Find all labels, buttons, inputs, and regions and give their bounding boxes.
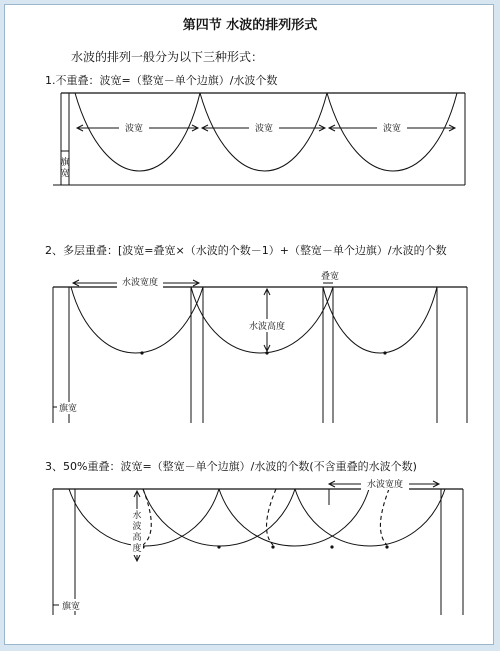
swag-low-point <box>383 351 386 354</box>
wave-width-label: 水波宽度 <box>366 480 404 490</box>
swag-solid-1 <box>69 489 219 546</box>
heading-no-overlap: 1.不重叠：波宽=（整宽－单个边旗）/水波个数 <box>45 74 278 87</box>
flag-width-label: 旗宽 <box>61 602 81 612</box>
wave-width-marker <box>329 477 439 490</box>
swag-dashed-1 <box>143 489 151 545</box>
wave-height-label-char: 波 <box>132 522 142 532</box>
width-arrows <box>77 121 455 134</box>
wave-height-label-char: 度 <box>132 544 142 554</box>
swag-1 <box>71 287 203 353</box>
heading-half-overlap: 3、50%重叠：波宽=（整宽－单个边旗）/水波的个数(不含重叠的水波个数) <box>45 460 417 473</box>
flag-width-marker <box>60 151 69 179</box>
wave-width-label: 波宽 <box>124 124 144 134</box>
swag-solid-4 <box>295 489 445 546</box>
swag-3 <box>323 287 437 353</box>
swag-dashed-2 <box>267 489 276 545</box>
wave-height-label: 水波高度 <box>248 322 286 332</box>
diagram-multi-overlap <box>5 265 494 435</box>
swag-low-point <box>330 545 333 548</box>
flag-width-marker <box>53 599 83 612</box>
wave-width-marker <box>73 275 199 288</box>
wave-height-marker <box>245 289 289 351</box>
swag-solid-3 <box>219 489 369 546</box>
document-page <box>4 4 494 645</box>
frame-lines <box>53 287 467 423</box>
wave-width-label: 波宽 <box>382 124 402 134</box>
swag-low-point <box>217 545 220 548</box>
swag-low-point <box>385 545 388 548</box>
frame-lines <box>53 489 463 615</box>
wave-width-label: 波宽 <box>254 124 274 134</box>
swag-dashed-3 <box>380 489 389 545</box>
section-title: 第四节 水波的排列形式 <box>182 18 318 33</box>
flag-label-2: 宽 <box>60 169 70 179</box>
flag-label-1: 旗 <box>60 158 70 168</box>
swag-low-point <box>140 351 143 354</box>
swag-low-point <box>271 545 274 548</box>
diagram-no-overlap <box>5 87 494 197</box>
overlap-marker <box>321 270 339 283</box>
wave-height-label-char: 水 <box>132 511 142 521</box>
frame-lines <box>53 93 465 185</box>
flag-width-label: 旗宽 <box>58 404 78 414</box>
diagram-half-overlap <box>5 475 494 625</box>
swag-curves <box>69 489 445 549</box>
flag-width-marker <box>53 402 79 414</box>
wave-height-label-char: 高 <box>132 533 142 543</box>
wave-height-marker <box>131 491 143 561</box>
overlap-width-label: 叠宽 <box>320 272 340 282</box>
wave-width-label: 水波宽度 <box>121 278 159 288</box>
heading-multi-overlap: 2、多层重叠：[波宽=叠宽×（水波的个数－1）+（整宽－单个边旗）/水波的个数 <box>45 244 447 257</box>
intro-text: 水波的排列一般分为以下三种形式： <box>71 50 264 64</box>
